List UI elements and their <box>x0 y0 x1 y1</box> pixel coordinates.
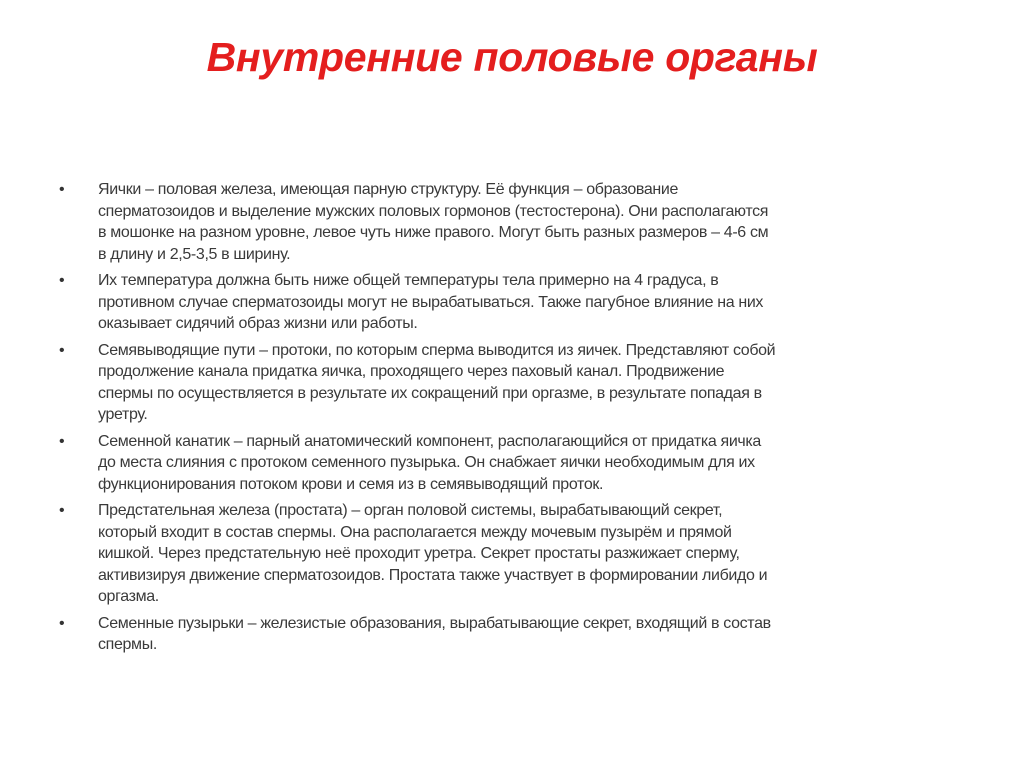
bullet-text-line: функционирования потоком крови и семя из в семявыводящий проток. <box>98 475 604 493</box>
bullet-text-line: сперматозоидов и выделение мужских половых гормонов (тестостерона). Они располагаются <box>98 202 769 220</box>
bullet-text-line: Предстательная железа (простата) – орган половой системы, вырабатывающий секрет, <box>98 502 723 519</box>
slide-title: Внутренние половые органы <box>206 34 818 80</box>
bullet-text-line: оргазма. <box>98 588 159 605</box>
bullet-text-line: продолжение канала придатка яичка, проходящего через паховый канал. Продвижение <box>98 363 725 380</box>
bullet-text-line: спермы по осуществляется в результате их сокращений при оргазме, в результате попадая в <box>98 384 762 402</box>
bullet-item <box>56 613 976 656</box>
bullet-item <box>56 431 976 496</box>
bullet-icon: • <box>59 181 65 198</box>
bullet-icon: • <box>59 272 65 289</box>
bullet-text-line: противном случае сперматозоиды могут не вырабатываться. Также пагубное влияние на них <box>98 293 764 311</box>
bullet-list <box>56 179 976 661</box>
bullet-item <box>56 179 976 265</box>
bullet-text-line: в длину и 2,5-3,5 в ширину. <box>98 245 291 263</box>
bullet-text-line: в мошонке на разном уровне, левое чуть ниже правого. Могут быть разных размеров – 4-6 см <box>98 224 769 241</box>
bullet-text-line: кишкой. Через предстательную неё проходит уретра. Секрет простаты разжижает сперму, <box>98 545 740 562</box>
bullet-text-line: Семенные пузырьки – железистые образования, вырабатывающие секрет, входящий в состав <box>98 614 771 632</box>
bullet-icon: • <box>59 614 65 632</box>
bullet-text-line: уретру. <box>98 406 148 423</box>
bullet-icon: • <box>59 341 65 359</box>
bullet-text-line: спермы. <box>98 636 157 653</box>
bullet-text-line: Яички – половая железа, имеющая парную структуру. Её функция – образование <box>98 181 679 198</box>
bullet-item <box>56 270 976 335</box>
bullet-text-line: оказывает сидячий образ жизни или работы. <box>98 315 418 332</box>
bullet-text-line: который входит в состав спермы. Она располагается между мочевым пузырём и прямой <box>98 523 732 541</box>
bullet-item <box>56 340 976 426</box>
bullet-text-line: до места слияния с протоком семенного пузырька. Он снабжает яички необходимым для их <box>98 454 755 471</box>
bullet-text-line: Их температура должна быть ниже общей температуры тела примерно на 4 градуса, в <box>98 272 719 289</box>
bullet-text-line: активизируя движение сперматозоидов. Простата также участвует в формировании либидо и <box>98 566 768 584</box>
bullet-icon: • <box>59 432 65 450</box>
bullet-text-line: Семенной канатик – парный анатомический компонент, располагающийся от придатка яичка <box>98 432 761 450</box>
bullet-icon: • <box>59 502 65 519</box>
bullet-item <box>56 500 976 608</box>
bullet-text-line: Семявыводящие пути – протоки, по которым сперма выводится из яичек. Представляют собой <box>98 341 776 359</box>
